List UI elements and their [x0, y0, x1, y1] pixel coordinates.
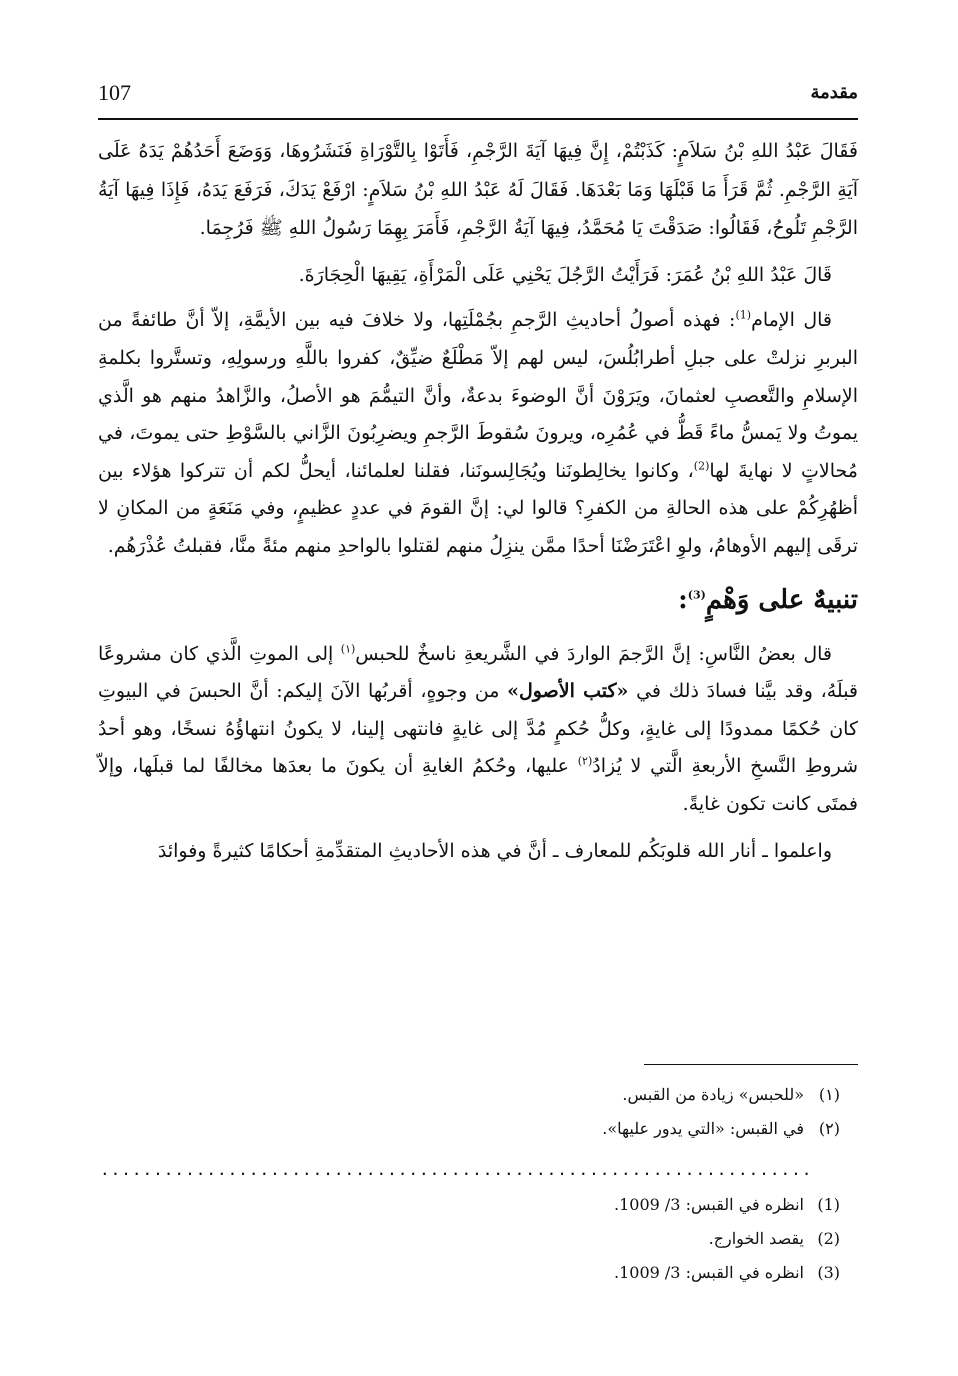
heading-colon: :	[678, 584, 688, 615]
paragraph-abrogation	[98, 636, 858, 824]
book-title: «كتب الأصول»	[507, 680, 629, 703]
page-number: 107	[98, 80, 131, 105]
footnote-separator-dots: ...................................................................	[100, 1160, 813, 1179]
paragraph-text: ، وكانوا يخالِطونَنا ويُجَالِسونَنا، فقلنا لعلمائنا، أيحلُّ لكم أن تتركوا هؤلاء بين أظهُرِكُمْ على هذه الحالةِ من الكفرِ؟ قالوا لي: إنَّ القومَ في عددٍ عظيمٍ، وفي مَنَعَةٍ من المكانِ لا ترقَى إليهم الأوهامُ، ولوِ اعْتَرَضْنَا أحدًا ممَّن ينزِلُ منهم لقتلوا بالواحدِ منهم مئةً منَّا، فقبلتُ عُذْرَهُم.	[98, 459, 858, 557]
section-heading	[98, 580, 858, 620]
footnote-item	[602, 1112, 840, 1146]
footnote-number: (1)	[817, 1195, 840, 1214]
footnote-ref[interactable]: (3)	[687, 587, 706, 601]
footnote-text: في القبس: «التي يدور عليها».	[602, 1119, 804, 1138]
footnote-ref[interactable]: (٢)	[577, 754, 593, 768]
footnotes-author	[614, 1188, 840, 1290]
footnote-text: «للحبس» زيادة من القبس.	[622, 1085, 804, 1104]
header-rule	[98, 118, 858, 120]
footnote-ref[interactable]: (١)	[340, 642, 356, 656]
paragraph-closing: واعلموا ـ أنار الله قلوبَكُم للمعارف ـ أنَّ في هذه الأحاديثِ المتقدِّمةِ أحكامًا كثيرةً وفوائدَ	[157, 839, 832, 862]
main-text	[98, 132, 858, 878]
footnote-text: انظره في القبس: 3/ 1009.	[614, 1195, 804, 1214]
paragraph-text: إلى الموتِ الَّذي كان مشروعًا قبلَهُ، وقد بيَّنا فسادَ ذلك في	[98, 642, 859, 703]
paragraph-text: عليها، وحُكمُ الغايةِ أن يكونَ ما بعدَها مخالفًا لما قبلَها، وإلاّ فمتَى كانت تكون غايةً.	[98, 755, 858, 815]
footnote-number: (١)	[818, 1085, 840, 1104]
footnote-text: يقصد الخوارج.	[708, 1229, 804, 1248]
heading-text: تنبيهٌ على وَهْمٍ	[705, 584, 858, 615]
footnote-item	[614, 1222, 840, 1256]
page-header	[98, 80, 858, 116]
footnote-number: (3)	[817, 1263, 840, 1282]
footnote-ref[interactable]: (2)	[693, 459, 710, 473]
paragraph-text: قال بعضُ النَّاسِ: إنَّ الرَّجمَ الواردَ في الشَّريعةِ ناسخٌ للحبس	[355, 642, 832, 665]
running-title: مقدمة	[810, 82, 858, 103]
footnote-item	[602, 1078, 840, 1112]
footnote-rule	[644, 1064, 858, 1065]
footnote-ref[interactable]: (1)	[735, 309, 752, 323]
paragraph-hadith: فَقَالَ عَبْدُ اللهِ بْنُ سَلاَمٍ: كَذَبْتُمْ، إِنَّ فِيهَا آيَةَ الرَّجْمِ، فَأَتَوْا بِالتَّوْرَاةِ فَنَشَرُوهَا، وَوَضَعَ أَحَدُهُمْ يَدَهُ عَلَى آيَةِ الرَّجْمِ. ثُمَّ قَرَأَ مَا قَبْلَهَا وَمَا بَعْدَهَا. فَقَالَ لَهُ عَبْدُ اللهِ بْنُ سَلاَمٍ: ارْفَعْ يَدَكَ، فَرَفَعَ يَدَهُ، فَإِذَا فِيهَا آيَةُ الرَّجْمِ تَلُوحُ، فَقَالُوا: صَدَقْتَ يَا مُحَمَّدُ، فِيهَا آيَةُ الرَّجْمِ، فَأَمَرَ بِهِمَا رَسُولُ اللهِ ﷺ فَرُجِمَا.	[98, 140, 858, 240]
paragraph-text: : فهذه أصولُ أحاديثِ الرَّجمِ بجُمْلَتِها، ولا خلافَ فيه بين الأيمَّةِ، إلاّ أنَّ طائفةً من البربرِ نزلتْ على جبلِ أطرابُلُسَ، ليس لهم إلاّ مَطْلَعٌ ضيِّقٌ، كفروا باللَّهِ ورسولِهِ، وتستَّروا بكلمةِ الإسلامِ والتَّعصبِ لعثمانَ، ويَرَوْنَ أنَّ الوضوءَ بدعةٌ، وأنَّ التيمُّمَ هو الأصلُ، والزَّاهدُ منهم هو الَّذي يموتُ ولا يَمسُّ ماءً قَطُّ في عُمُرِه، ويرونَ سُقوطَ الرَّجمِ ويضرِبُونَ الزَّاني بالسَّوْطِ حتى يموتَ، في مُحالاتٍ لا نهايةَ لها	[98, 309, 858, 482]
footnote-item	[614, 1188, 840, 1222]
paragraph-text: من وجوهٍ، أقربُها الآنَ إليكم: أنَّ الحبسَ في البيوتِ كان حُكمًا ممدودًا إلى غايةٍ، وكلُّ حُكمٍ مُدَّ إلى غايةٍ فانتهى إلينا، لا يكونُ انتهاؤُهُ نسخًا، وهو أحدُ شروطِ النَّسخِ الأربعةِ الَّتي لا يُزادُ	[98, 680, 859, 778]
footnotes-editor	[602, 1078, 840, 1146]
footnote-number: (٢)	[818, 1119, 840, 1138]
paragraph-ibn-umar: قَالَ عَبْدُ اللهِ بْنُ عُمَرَ: فَرَأَيْتُ الرَّجُلَ يَحْنِي عَلَى الْمَرْأَةِ، يَقِيهَا الْحِجَارَةَ.	[298, 263, 832, 286]
footnote-text: انظره في القبس: 3/ 1009.	[614, 1263, 804, 1282]
paragraph-imam-commentary	[98, 302, 858, 565]
footnote-item	[614, 1256, 840, 1290]
paragraph-text: قال الإمام	[751, 309, 833, 332]
footnote-number: (2)	[817, 1229, 840, 1248]
